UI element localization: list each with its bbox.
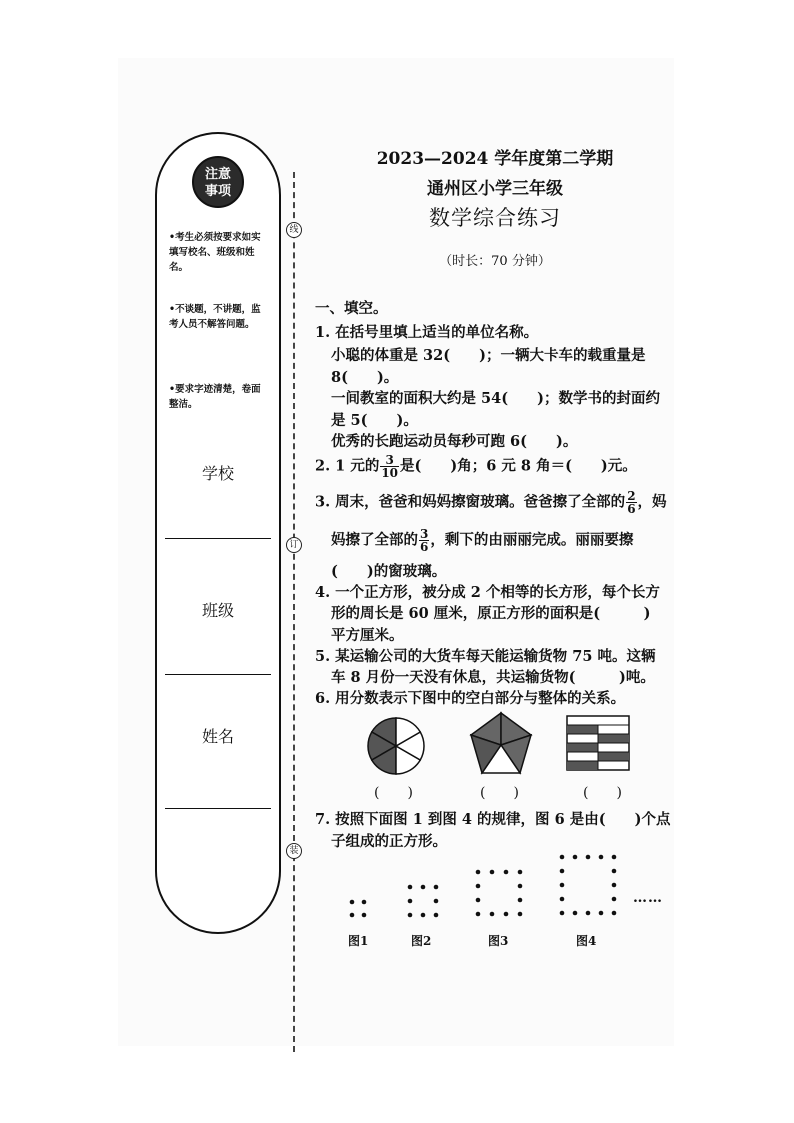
question-3-text: 妈擦了全部的: [331, 531, 418, 549]
circle-fraction-figure: [366, 716, 426, 776]
question-3-line1: [315, 490, 667, 515]
question-7-line: 子组成的正方形。: [331, 833, 447, 850]
answer-blank[interactable]: ( ): [480, 785, 519, 801]
figure-label: 图4: [576, 934, 597, 948]
question-3-text: ，剩下的由丽丽完成。丽丽要擦: [430, 531, 634, 549]
answer-blank[interactable]: ( ): [583, 785, 622, 801]
grid-fraction-figure: [566, 715, 630, 771]
question-1-line: 优秀的长跑运动员每秒可跑 6( )。: [331, 433, 578, 450]
question-3-line2: [331, 528, 633, 553]
question-4-line: 4. 一个正方形，被分成 2 个相等的长方形，每个长方: [315, 584, 660, 601]
fraction-denominator: 6: [627, 502, 636, 516]
notice-badge: [192, 156, 244, 208]
question-1-stem: 1. 在括号里填上适当的单位名称。: [315, 324, 539, 341]
question-3-text: ，妈: [637, 493, 667, 511]
fraction-numerator: 2: [627, 489, 636, 503]
school-label: 学校: [201, 464, 234, 483]
class-divider: [165, 674, 271, 675]
notice-badge-line2: 事项: [204, 184, 231, 199]
pattern-ellipsis: ……: [633, 890, 663, 906]
seal-mark: 装: [286, 843, 302, 859]
question-4-line: 平方厘米。: [331, 627, 404, 644]
question-2-prefix: 2. 1 元的: [315, 457, 380, 475]
notice-rule: •要求字迹清楚，卷面整洁。: [169, 384, 261, 410]
fraction-numerator: 3: [420, 527, 429, 541]
seal-line: [293, 172, 295, 1052]
question-1-line: 小聪的体重是 32( )；一辆大卡车的载重量是: [331, 347, 646, 364]
question-2-suffix: 是( )角；6 元 8 角＝( )元。: [400, 457, 637, 475]
notice-rule: •不谈题，不讲题，监考人员不解答问题。: [169, 304, 261, 330]
question-2: [315, 454, 637, 479]
question-3-line3: ( )的窗玻璃。: [331, 563, 447, 580]
question-1-line: 8( )。: [331, 369, 399, 386]
exam-term-title: 2023—2024 学年度第二学期: [376, 149, 614, 169]
exam-grade-title: 通州区小学三年级: [427, 179, 563, 199]
seal-mark: 订: [286, 537, 302, 553]
school-divider: [165, 538, 271, 539]
fraction: [626, 490, 636, 515]
question-1-line: 一间教室的面积大约是 54( )；数学书的封面约: [331, 390, 660, 407]
question-6-stem: 6. 用分数表示下图中的空白部分与整体的关系。: [315, 690, 626, 707]
fraction-denominator: 6: [420, 540, 429, 554]
figure-label: 图2: [411, 934, 432, 948]
name-divider: [165, 808, 271, 809]
notice-badge-line1: 注意: [204, 167, 231, 182]
name-label: 姓名: [201, 727, 234, 746]
notice-side-panel: [155, 132, 281, 934]
exam-subject-title: 数学综合练习: [429, 206, 561, 230]
dot-pattern-figures: [340, 850, 630, 925]
fraction: [380, 454, 399, 479]
question-5-line: 车 8 月份一天没有休息，共运输货物( )吨。: [331, 669, 655, 686]
question-1-line: 是 5( )。: [331, 412, 418, 429]
exam-duration: （时长：70 分钟）: [439, 254, 551, 269]
section-title: 一、填空。: [315, 300, 388, 317]
seal-mark: 线: [286, 222, 302, 238]
fraction-numerator: 3: [380, 454, 399, 467]
question-7-line: 7. 按照下面图 1 到图 4 的规律，图 6 是由( )个点: [315, 811, 671, 828]
question-3-text: 3. 周末，爸爸和妈妈擦窗玻璃。爸爸擦了全部的: [315, 493, 626, 511]
class-label: 班级: [201, 601, 234, 620]
fraction: [419, 528, 429, 553]
figure-label: 图1: [348, 934, 369, 948]
pentagon-fraction-figure: [468, 710, 534, 776]
answer-blank[interactable]: ( ): [374, 785, 413, 801]
figure-label: 图3: [488, 934, 509, 948]
fraction-denominator: 10: [381, 466, 399, 480]
notice-rule: •考生必须按要求如实填写校名、班级和姓名。: [169, 232, 261, 273]
question-5-line: 5. 某运输公司的大货车每天能运输货物 75 吨。这辆: [315, 648, 656, 665]
question-4-line: 形的周长是 60 厘米，原正方形的面积是( ): [331, 605, 651, 622]
